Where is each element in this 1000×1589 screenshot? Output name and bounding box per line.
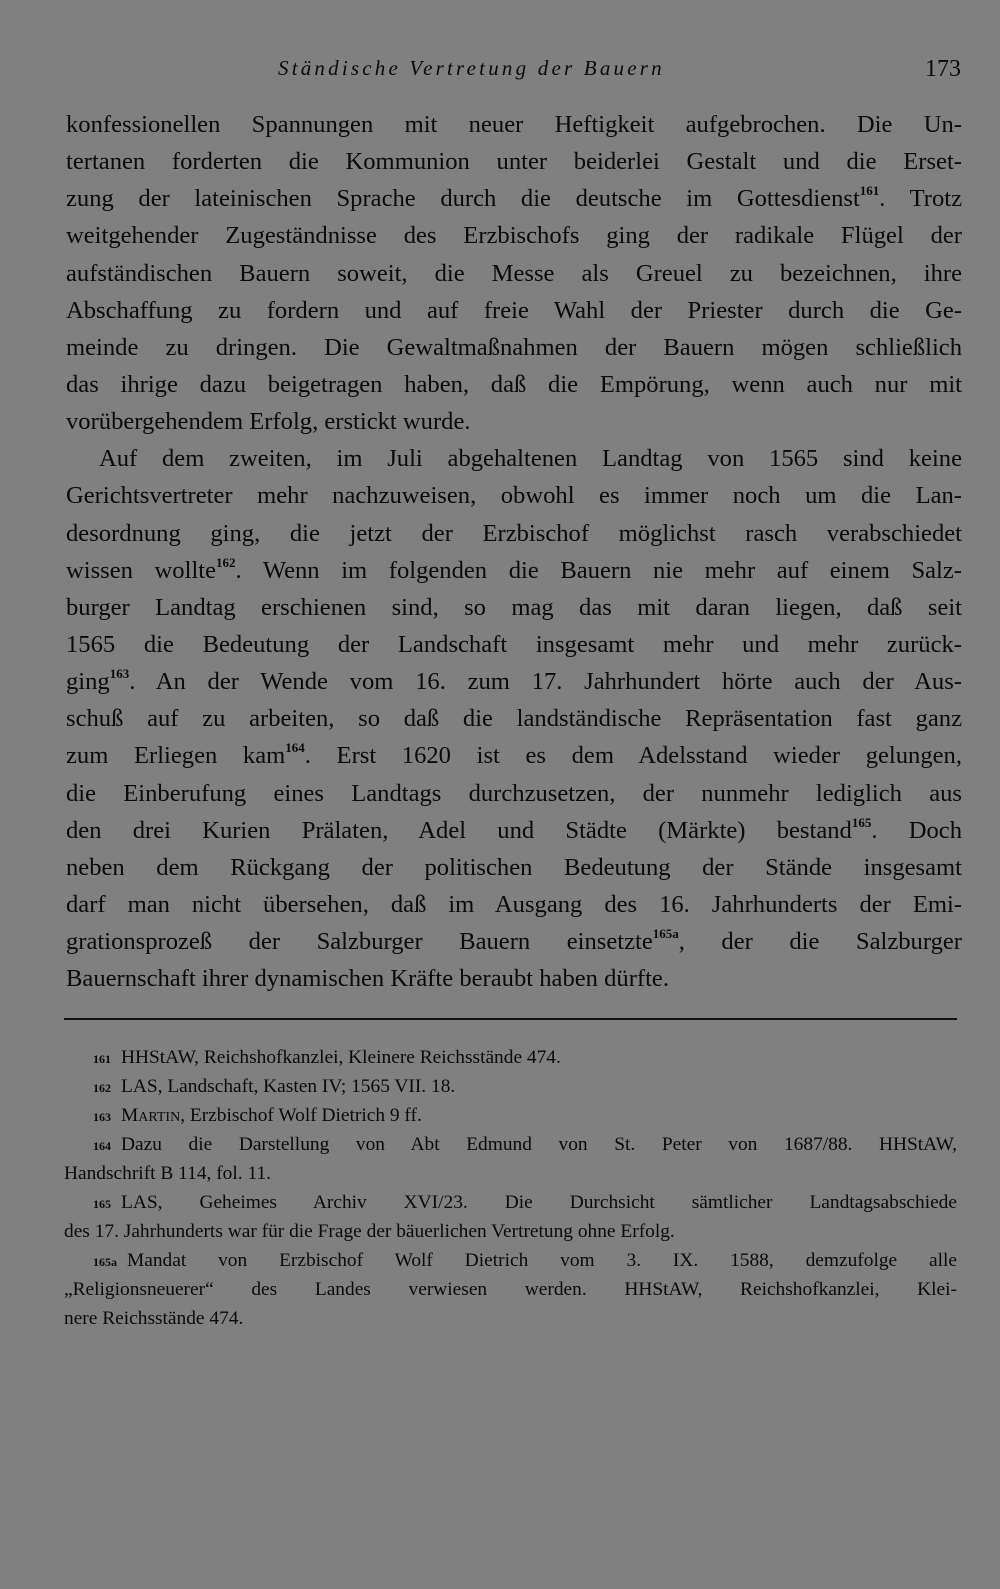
text-segment: . Wenn im folgenden die Bauern nie mehr auf einem Salz-	[235, 556, 962, 584]
text-line: 1565 die Bedeutung der Landschaft insgesamt mehr und mehr zurück-	[66, 630, 962, 658]
footnote-164-cont: Handschrift B 114, fol. 11.	[64, 1163, 271, 1184]
footnote-number: 165a	[93, 1255, 117, 1269]
footnote-165a-cont: nere Reichsstände 474.	[64, 1308, 244, 1329]
footnote-162	[64, 1072, 957, 1101]
footnote-text: LAS, Geheimes Archiv XVI/23. Die Durchsicht sämtlicher Landtagsabschiede	[121, 1192, 957, 1213]
footnote-163	[64, 1101, 957, 1130]
text-segment: , der die Salzburger	[678, 928, 962, 956]
text-segment: zung der lateinischen Sprache durch die deutsche im Gottesdienst	[66, 185, 860, 213]
text-line	[66, 923, 962, 960]
body-text	[66, 106, 962, 997]
footnote-ref-163: 163	[109, 666, 130, 682]
footnote-number: 161	[93, 1052, 111, 1066]
footnote-ref-165: 165	[851, 814, 872, 830]
text-line: darf man nicht übersehen, daß im Ausgang des 16. Jahrhunderts der Emi-	[66, 890, 962, 918]
text-line: tertanen forderten die Kommunion unter beiderlei Gestalt und die Erset-	[66, 148, 962, 176]
footnote-165a	[64, 1246, 957, 1275]
footnote-165	[64, 1188, 957, 1217]
text-segment: . Doch	[871, 816, 962, 844]
footnote-number: 162	[93, 1081, 111, 1095]
footnote-164	[64, 1130, 957, 1159]
author-name: Martin	[121, 1105, 181, 1126]
text-line: vorübergehendem Erfolg, erstickt wurde.	[66, 408, 471, 436]
footnote-divider	[64, 1018, 957, 1020]
text-segment: den drei Kurien Prälaten, Adel und Städte (Märkte) bestand	[66, 816, 852, 844]
footnote-165a-cont: „Religionsneuerer“ des Landes verwiesen werden. HHStAW, Reichshofkanzlei, Klei-	[64, 1279, 957, 1300]
page-header	[0, 50, 1000, 90]
footnote-number: 165	[93, 1197, 111, 1211]
text-line: burger Landtag erschienen sind, so mag das mit daran liegen, daß seit	[66, 593, 962, 621]
text-line	[66, 552, 962, 589]
footnote-text: , Erzbischof Wolf Dietrich 9 ff.	[180, 1105, 422, 1126]
text-line	[66, 737, 962, 774]
text-line	[66, 180, 962, 217]
footnote-number: 163	[93, 1110, 111, 1124]
footnote-ref-161: 161	[859, 183, 880, 199]
text-line: weitgehender Zugeständnisse des Erzbischofs ging der radikale Flügel der	[66, 222, 962, 250]
footnote-text: LAS, Landschaft, Kasten IV; 1565 VII. 18.	[121, 1076, 456, 1097]
text-line	[66, 663, 962, 700]
text-line: neben dem Rückgang der politischen Bedeutung der Stände insgesamt	[66, 853, 962, 881]
text-segment: zum Erliegen kam	[66, 742, 286, 770]
text-line: das ihrige dazu beigetragen haben, daß die Empörung, wenn auch nur mit	[66, 370, 962, 398]
text-line: meinde zu dringen. Die Gewaltmaßnahmen der Bauern mögen schließlich	[66, 333, 962, 361]
text-line	[66, 812, 962, 849]
text-line: schuß auf zu arbeiten, so daß die landständische Repräsentation fast ganz	[66, 705, 962, 733]
running-title: Ständische Vertretung der Bauern	[278, 56, 665, 80]
text-segment: . Erst 1620 ist es dem Adelsstand wieder gelungen,	[304, 742, 962, 770]
footnote-ref-162: 162	[216, 554, 236, 570]
footnote-ref-165a: 165a	[652, 926, 679, 942]
footnote-text: Dazu die Darstellung von Abt Edmund von St. Peter von 1687/88. HHStAW,	[121, 1134, 957, 1155]
text-line: konfessionellen Spannungen mit neuer Heftigkeit aufgebrochen. Die Un-	[66, 111, 962, 138]
text-line: Auf dem zweiten, im Juli abgehaltenen Landtag von 1565 sind keine	[99, 445, 962, 473]
footnote-text: Mandat von Erzbischof Wolf Dietrich vom 3. IX. 1588, demzufolge alle	[127, 1250, 957, 1271]
footnote-text: HHStAW, Reichshofkanzlei, Kleinere Reichsstände 474.	[121, 1047, 561, 1068]
text-segment: . An der Wende vom 16. zum 17. Jahrhundert hörte auch der Aus-	[129, 668, 962, 696]
footnote-161	[64, 1043, 957, 1072]
footnote-ref-164: 164	[285, 740, 305, 756]
page-number: 173	[925, 56, 961, 82]
text-line: die Einberufung eines Landtags durchzusetzen, der nunmehr lediglich aus	[66, 779, 962, 807]
footnotes	[64, 1043, 957, 1333]
text-line: aufständischen Bauern soweit, die Messe als Greuel zu bezeichnen, ihre	[66, 259, 962, 287]
text-line: desordnung ging, die jetzt der Erzbischof möglichst rasch verabschiedet	[66, 519, 962, 547]
footnote-number: 164	[93, 1139, 111, 1153]
text-segment: wissen wollte	[66, 556, 217, 584]
text-line: Bauernschaft ihrer dynamischen Kräfte beraubt haben dürfte.	[66, 965, 669, 993]
text-segment: grationsprozeß der Salzburger Bauern einsetzte	[66, 928, 653, 956]
footnote-165-cont: des 17. Jahrhunderts war für die Frage der bäuerlichen Vertretung ohne Erfolg.	[64, 1221, 675, 1242]
text-segment: ging	[66, 668, 110, 696]
text-line: Gerichtsvertreter mehr nachzuweisen, obwohl es immer noch um die Lan-	[66, 482, 962, 510]
text-segment: . Trotz	[879, 185, 962, 213]
text-line: Abschaffung zu fordern und auf freie Wahl der Priester durch die Ge-	[66, 296, 962, 324]
